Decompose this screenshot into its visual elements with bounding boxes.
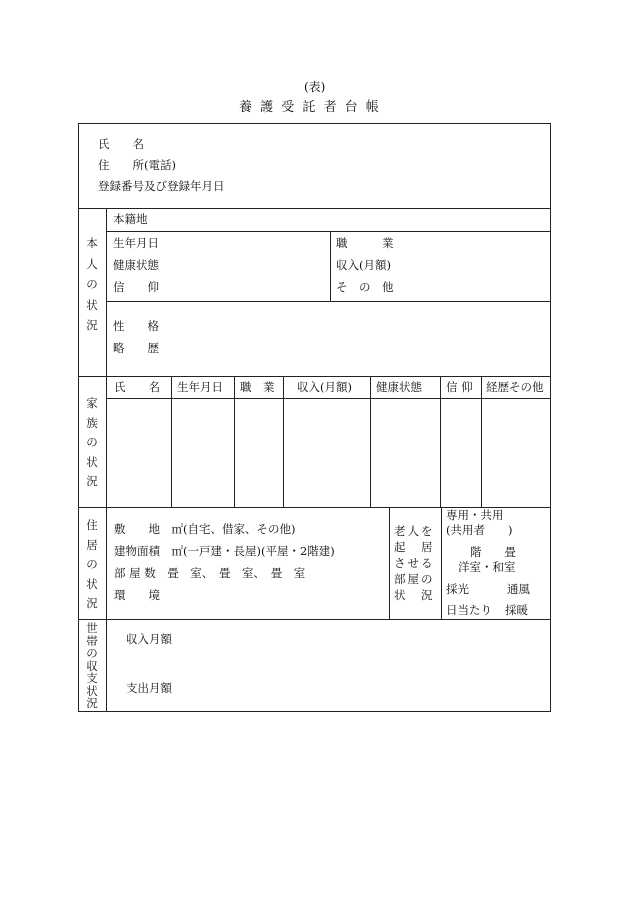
ventilation-label: 通風 bbox=[507, 582, 530, 596]
side-label-family-status: 家 族 の 状 況 bbox=[86, 396, 98, 488]
sharers-label: (共用者 ) bbox=[446, 523, 513, 537]
lighting-label: 採光 bbox=[446, 582, 469, 596]
elder-room-label-line: 老人を bbox=[394, 524, 435, 538]
frame-bottom bbox=[78, 711, 551, 712]
side-column-divider bbox=[106, 208, 107, 712]
other-label: そ の 他 bbox=[336, 280, 394, 294]
room-count-label: 部 屋 数 畳 室、 畳 室、 畳 室 bbox=[114, 566, 306, 580]
name-label: 氏 名 bbox=[98, 137, 144, 151]
site-area-label: 敷 地 ㎡(自宅、借家、その他) bbox=[114, 522, 296, 536]
inner-divider bbox=[106, 231, 551, 232]
floor-mats-label: 階 畳 bbox=[470, 545, 516, 559]
room-type-label: 洋室・和室 bbox=[458, 560, 516, 574]
form-title: 養 護 受 託 者 台 帳 bbox=[239, 100, 381, 115]
heating-label: 採暖 bbox=[505, 603, 528, 617]
family-col-income: 収入(月額) bbox=[297, 380, 352, 394]
family-col-history: 経歴その他 bbox=[486, 380, 544, 394]
domicile-label: 本籍地 bbox=[113, 212, 148, 226]
family-col-divider bbox=[234, 376, 235, 507]
health-label: 健康状態 bbox=[113, 258, 159, 272]
family-header-divider bbox=[106, 398, 551, 399]
personality-label: 性 格 bbox=[113, 319, 159, 333]
frame-right bbox=[550, 123, 551, 712]
occupation-label: 職 業 bbox=[336, 236, 394, 250]
section-divider bbox=[78, 619, 551, 620]
side-label-residence-status: 住 居 の 状 況 bbox=[86, 518, 98, 610]
monthly-income-label: 収入月額 bbox=[126, 632, 172, 646]
elder-room-label-line: 起 居 bbox=[394, 540, 435, 554]
family-col-divider bbox=[283, 376, 284, 507]
elder-room-label-line: させる bbox=[394, 556, 435, 570]
elder-room-label-line: 部屋の bbox=[394, 572, 435, 586]
family-col-birth: 生年月日 bbox=[177, 380, 223, 394]
inner-divider bbox=[330, 231, 331, 302]
side-label-household-finance: 世 帯 の 収 支 状 況 bbox=[86, 621, 98, 710]
use-type-label: 専用・共用 bbox=[446, 508, 504, 522]
sunlight-label: 日当たり bbox=[446, 603, 492, 617]
family-col-divider bbox=[171, 376, 172, 507]
frame-left bbox=[78, 123, 79, 712]
inner-divider bbox=[106, 301, 551, 302]
form-label: (表) bbox=[304, 80, 326, 94]
family-col-name: 氏 名 bbox=[114, 380, 160, 394]
family-col-belief: 信 仰 bbox=[446, 380, 473, 394]
family-col-divider bbox=[440, 376, 441, 507]
family-col-divider bbox=[481, 376, 482, 507]
income-label: 収入(月額) bbox=[336, 258, 391, 272]
monthly-expense-label: 支出月額 bbox=[126, 681, 172, 695]
history-label: 略 歴 bbox=[113, 341, 159, 355]
residence-divider bbox=[441, 507, 442, 619]
section-divider bbox=[78, 208, 551, 209]
building-area-label: 建物面積 ㎡(一戸建・長屋)(平屋・2階建) bbox=[114, 544, 335, 558]
frame-top bbox=[78, 123, 551, 124]
environment-label: 環 境 bbox=[114, 588, 160, 602]
address-label: 住 所(電話) bbox=[98, 158, 176, 172]
family-col-divider bbox=[370, 376, 371, 507]
side-label-self-status: 本 人 の 状 況 bbox=[86, 236, 98, 332]
belief-label: 信 仰 bbox=[113, 280, 159, 294]
residence-divider bbox=[389, 507, 390, 619]
registration-number-label: 登録番号及び登録年月日 bbox=[98, 179, 225, 193]
family-col-job: 職 業 bbox=[240, 380, 275, 394]
birth-date-label: 生年月日 bbox=[113, 236, 159, 250]
elder-room-label-line: 状 況 bbox=[394, 588, 435, 602]
family-col-health: 健康状態 bbox=[376, 380, 422, 394]
